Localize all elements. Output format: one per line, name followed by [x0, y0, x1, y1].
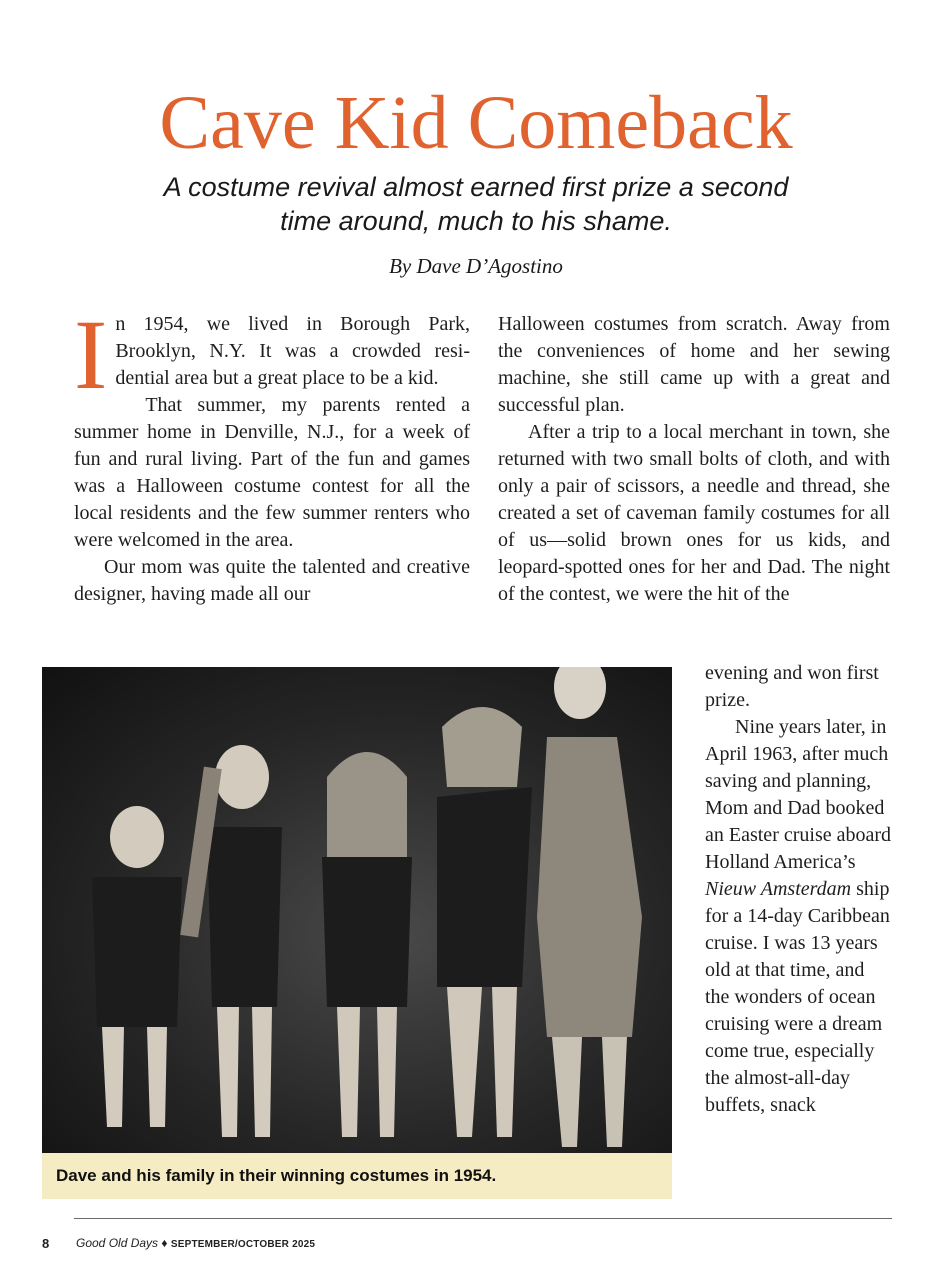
footer-divider — [74, 1218, 892, 1219]
left-column — [74, 299, 470, 608]
footer-separator: ♦ — [161, 1236, 168, 1250]
magazine-name: Good Old Days — [76, 1236, 159, 1250]
article-byline: By Dave D’Agostino — [389, 254, 563, 278]
child-figure — [442, 707, 522, 787]
child-figure — [447, 987, 517, 1137]
family-costume-photo — [42, 667, 672, 1153]
photo-caption: Dave and his family in their winning costumes in 1954. — [56, 1166, 497, 1185]
footer-publication — [76, 1236, 315, 1250]
paragraph: Our mom was quite the talented and creative designer, having made all our — [74, 556, 470, 605]
woman-figure — [552, 1037, 627, 1147]
ship-name: Nieuw Amsterdam — [705, 878, 852, 900]
child-figure — [215, 745, 269, 809]
child-figure — [207, 827, 282, 1007]
issue-date: SEPTEMBER/OCTOBER 2025 — [170, 1239, 316, 1250]
paragraph: In 1954, we lived in Borough Park, Brooklyn, N.Y. It was a crowded resi-dential area but a great place to be a kid. — [74, 299, 470, 410]
paragraph: evening and won first prize. — [705, 662, 879, 711]
right-column-top — [498, 311, 890, 608]
child-figure — [437, 787, 532, 987]
child-figure — [92, 877, 182, 1027]
child-figure — [110, 806, 164, 868]
woman-figure — [554, 667, 606, 719]
paragraph: Halloween costumes from scratch. Away from the conveniences of home and her sewing machine, she still came up with a great and successful plan. — [498, 313, 890, 416]
right-column-narrow — [705, 660, 892, 1119]
paragraph: Nine years later, in April 1963, after much saving and planning, Mom and Dad booked an Easter cruise aboard Holland America’s Nieuw Amsterdam ship for a 14-day Caribbean cruise. I was 13 years old at that time, and the wonders of ocean cruising were a dream come true, especially the almost-all-day buffets, snack — [705, 716, 892, 1116]
drop-cap: I — [74, 299, 108, 410]
article-subtitle: A costume revival almost earned first prize a second time around, much to his shame. — [163, 172, 789, 236]
paragraph: That summer, my parents rented a summer home in Denville, N.J., for a week of fun and rural living. Part of the fun and games was a Halloween costume contest for all the local residents and the few summer renters who were welcomed in the area. — [74, 394, 470, 551]
child-figure — [337, 1007, 397, 1137]
photo-illustration — [42, 667, 672, 1153]
paragraph: After a trip to a local merchant in town, she returned with two small bolts of cloth, and with only a pair of scissors, a needle and thread, she created a set of caveman family costumes for all of us—solid brown ones for us kids, and leopard-spotted ones for her and Dad. The night of the contest, we were the hit of the — [498, 421, 890, 605]
child-figure — [322, 857, 412, 1007]
article-title: Cave Kid Comeback — [159, 81, 793, 165]
woman-figure — [537, 737, 642, 1037]
child-figure — [327, 752, 407, 867]
child-figure — [102, 1027, 167, 1127]
page-number: 8 — [42, 1236, 50, 1251]
child-figure — [217, 1007, 272, 1137]
